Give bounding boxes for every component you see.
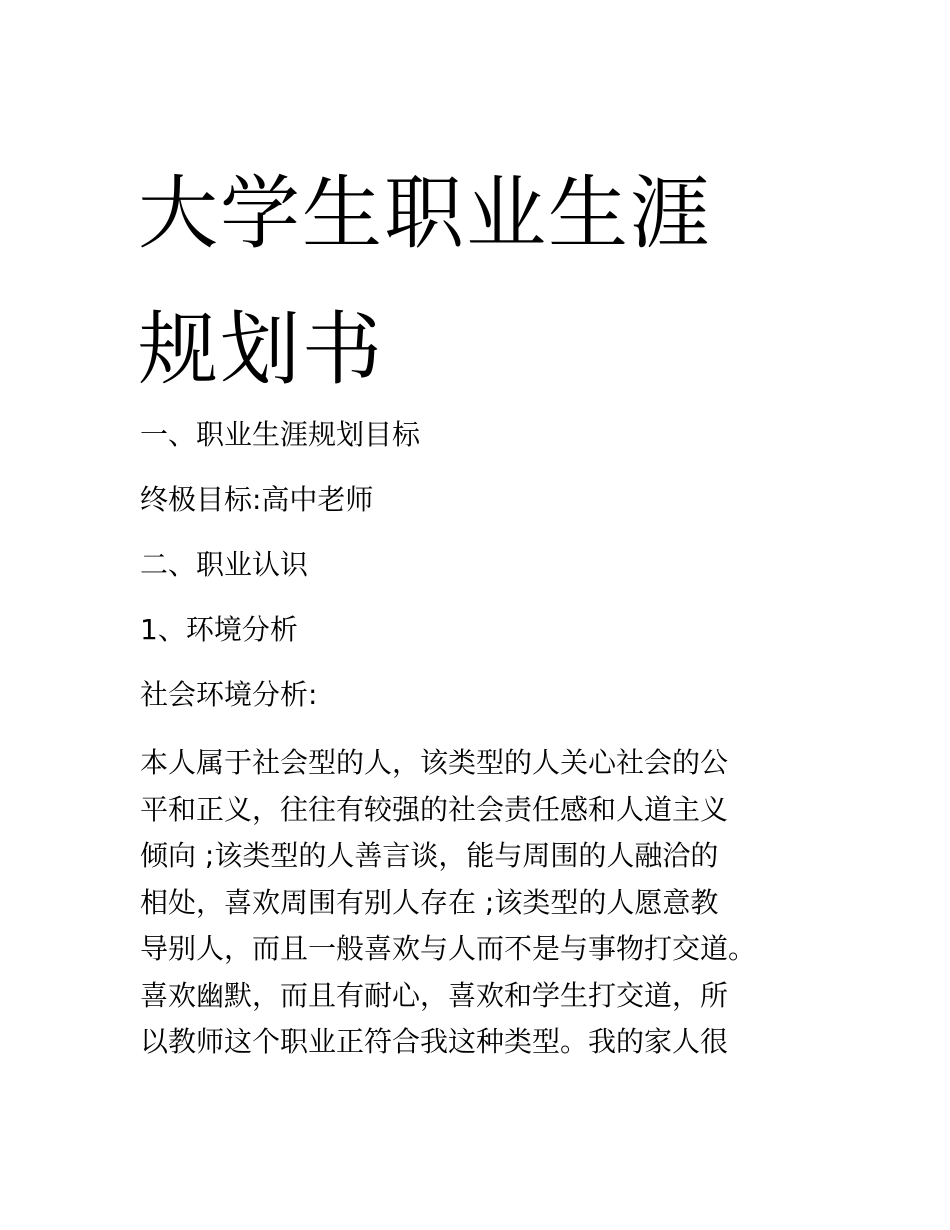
paragraph-line: 导别人，而且一般喜欢与人而不是与事物打交道。 [140, 932, 757, 965]
body-paragraph [140, 740, 860, 1066]
paragraph-line: 以教师这个职业正符合我这种类型。我的家人很 [140, 1025, 729, 1058]
document-title: 大学生职业生涯 规划书 [138, 167, 712, 396]
paragraph-line: 平和正义，往往有较强的社会责任感和人道主义 [140, 792, 729, 826]
paragraph-line: 本人属于社会型的人，该类型的人关心社会的公 [140, 746, 729, 779]
paragraph-line: 喜欢幽默，而且有耐心，喜欢和学生打交道，所 [140, 978, 729, 1012]
social-environment-label: 社会环境分析: [140, 678, 318, 711]
ultimate-goal-line: 终极目标:高中老师 [140, 483, 374, 516]
paragraph-line: 相处，喜欢周围有别人存在 ;该类型的人愿意教 [140, 885, 719, 919]
paragraph-line: 倾向 ;该类型的人善言谈，能与周围的人融洽的 [140, 839, 719, 872]
section-heading-career-awareness: 二、职业认识 [140, 548, 309, 581]
subsection-heading-environment-analysis: 1、环境分析 [140, 613, 298, 646]
section-heading-career-goal: 一、职业生涯规划目标 [140, 418, 421, 451]
